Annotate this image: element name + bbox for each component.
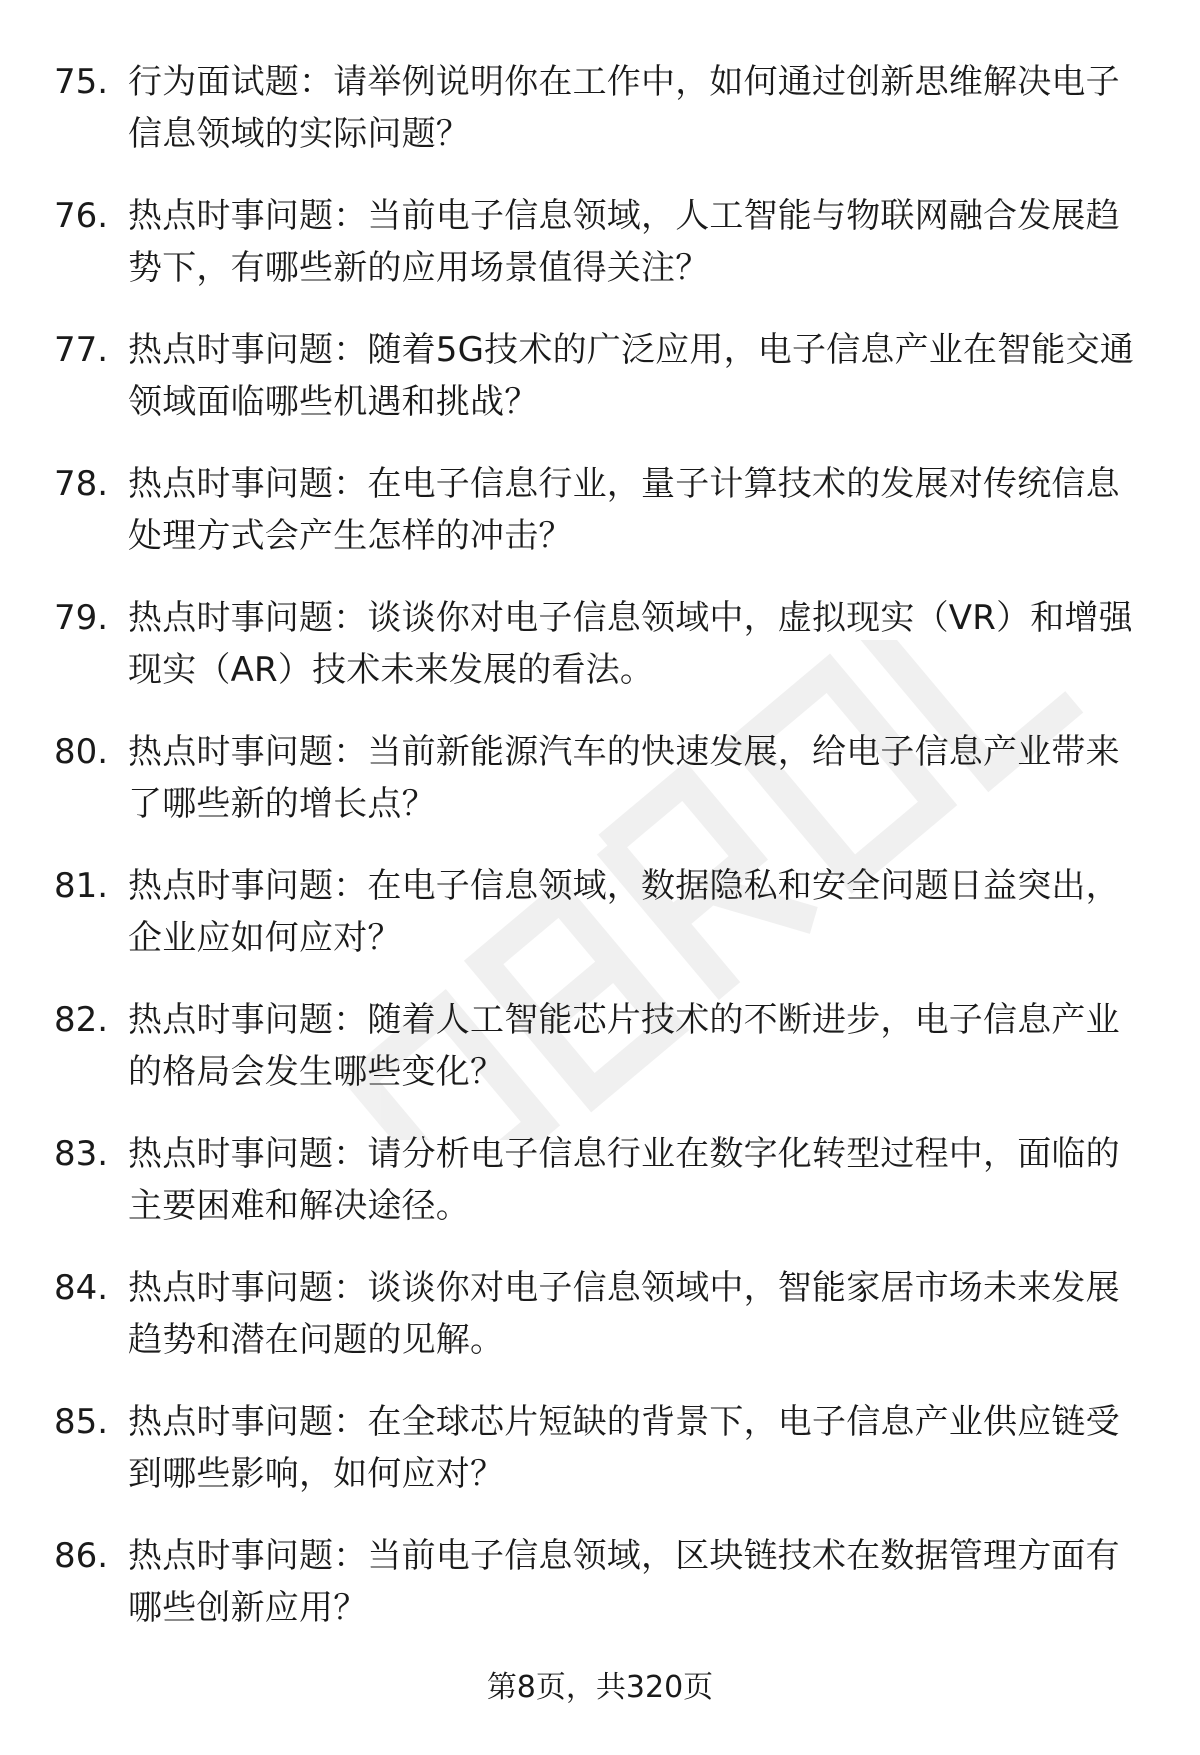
question-text: 热点时事问题：谈谈你对电子信息领域中，智能家居市场未来发展趋势和潜在问题的见解。	[128, 1268, 1120, 1360]
question-item	[0, 592, 1200, 696]
question-text: 热点时事问题：谈谈你对电子信息领域中，虚拟现实（VR）和增强现实（AR）技术未来发展的看法。	[128, 598, 1133, 690]
question-number: 75.	[54, 62, 109, 102]
question-item	[0, 56, 1200, 160]
question-text: 热点时事问题：在电子信息领域，数据隐私和安全问题日益突出，企业应如何应对？	[128, 866, 1120, 958]
question-number: 81.	[54, 866, 109, 906]
question-item	[0, 1128, 1200, 1232]
question-text: 热点时事问题：随着5G技术的广泛应用，电子信息产业在智能交通领域面临哪些机遇和挑战？	[128, 330, 1134, 422]
question-number: 76.	[54, 196, 109, 236]
question-number: 79.	[54, 598, 109, 638]
question-text: 热点时事问题：当前新能源汽车的快速发展，给电子信息产业带来了哪些新的增长点？	[128, 732, 1120, 824]
question-item	[0, 860, 1200, 964]
question-item	[0, 1396, 1200, 1500]
page-footer	[0, 1668, 1200, 1708]
question-text: 热点时事问题：当前电子信息领域，人工智能与物联网融合发展趋势下，有哪些新的应用场景值得关注？	[128, 196, 1120, 288]
question-text: 热点时事问题：当前电子信息领域，区块链技术在数据管理方面有哪些创新应用？	[128, 1536, 1120, 1628]
question-number: 85.	[54, 1402, 109, 1442]
question-number: 77.	[54, 330, 109, 370]
question-item	[0, 190, 1200, 294]
question-list	[0, 56, 1200, 1664]
question-text: 热点时事问题：在全球芯片短缺的背景下，电子信息产业供应链受到哪些影响，如何应对？	[128, 1402, 1120, 1494]
question-number: 78.	[54, 464, 109, 504]
question-item	[0, 994, 1200, 1098]
question-number: 84.	[54, 1268, 109, 1308]
question-text: 热点时事问题：请分析电子信息行业在数字化转型过程中，面临的主要困难和解决途径。	[128, 1134, 1120, 1226]
question-item	[0, 726, 1200, 830]
question-item	[0, 324, 1200, 428]
question-text: 热点时事问题：在电子信息行业，量子计算技术的发展对传统信息处理方式会产生怎样的冲击？	[128, 464, 1120, 556]
question-number: 83.	[54, 1134, 109, 1174]
question-item	[0, 1530, 1200, 1634]
question-number: 82.	[54, 1000, 109, 1040]
question-number: 86.	[54, 1536, 109, 1576]
question-text: 行为面试题：请举例说明你在工作中，如何通过创新思维解决电子信息领域的实际问题？	[128, 62, 1120, 154]
question-item	[0, 458, 1200, 562]
page-number-label: 第8页，共320页	[486, 1670, 714, 1705]
question-number: 80.	[54, 732, 109, 772]
question-item	[0, 1262, 1200, 1366]
question-text: 热点时事问题：随着人工智能芯片技术的不断进步，电子信息产业的格局会发生哪些变化？	[128, 1000, 1120, 1092]
